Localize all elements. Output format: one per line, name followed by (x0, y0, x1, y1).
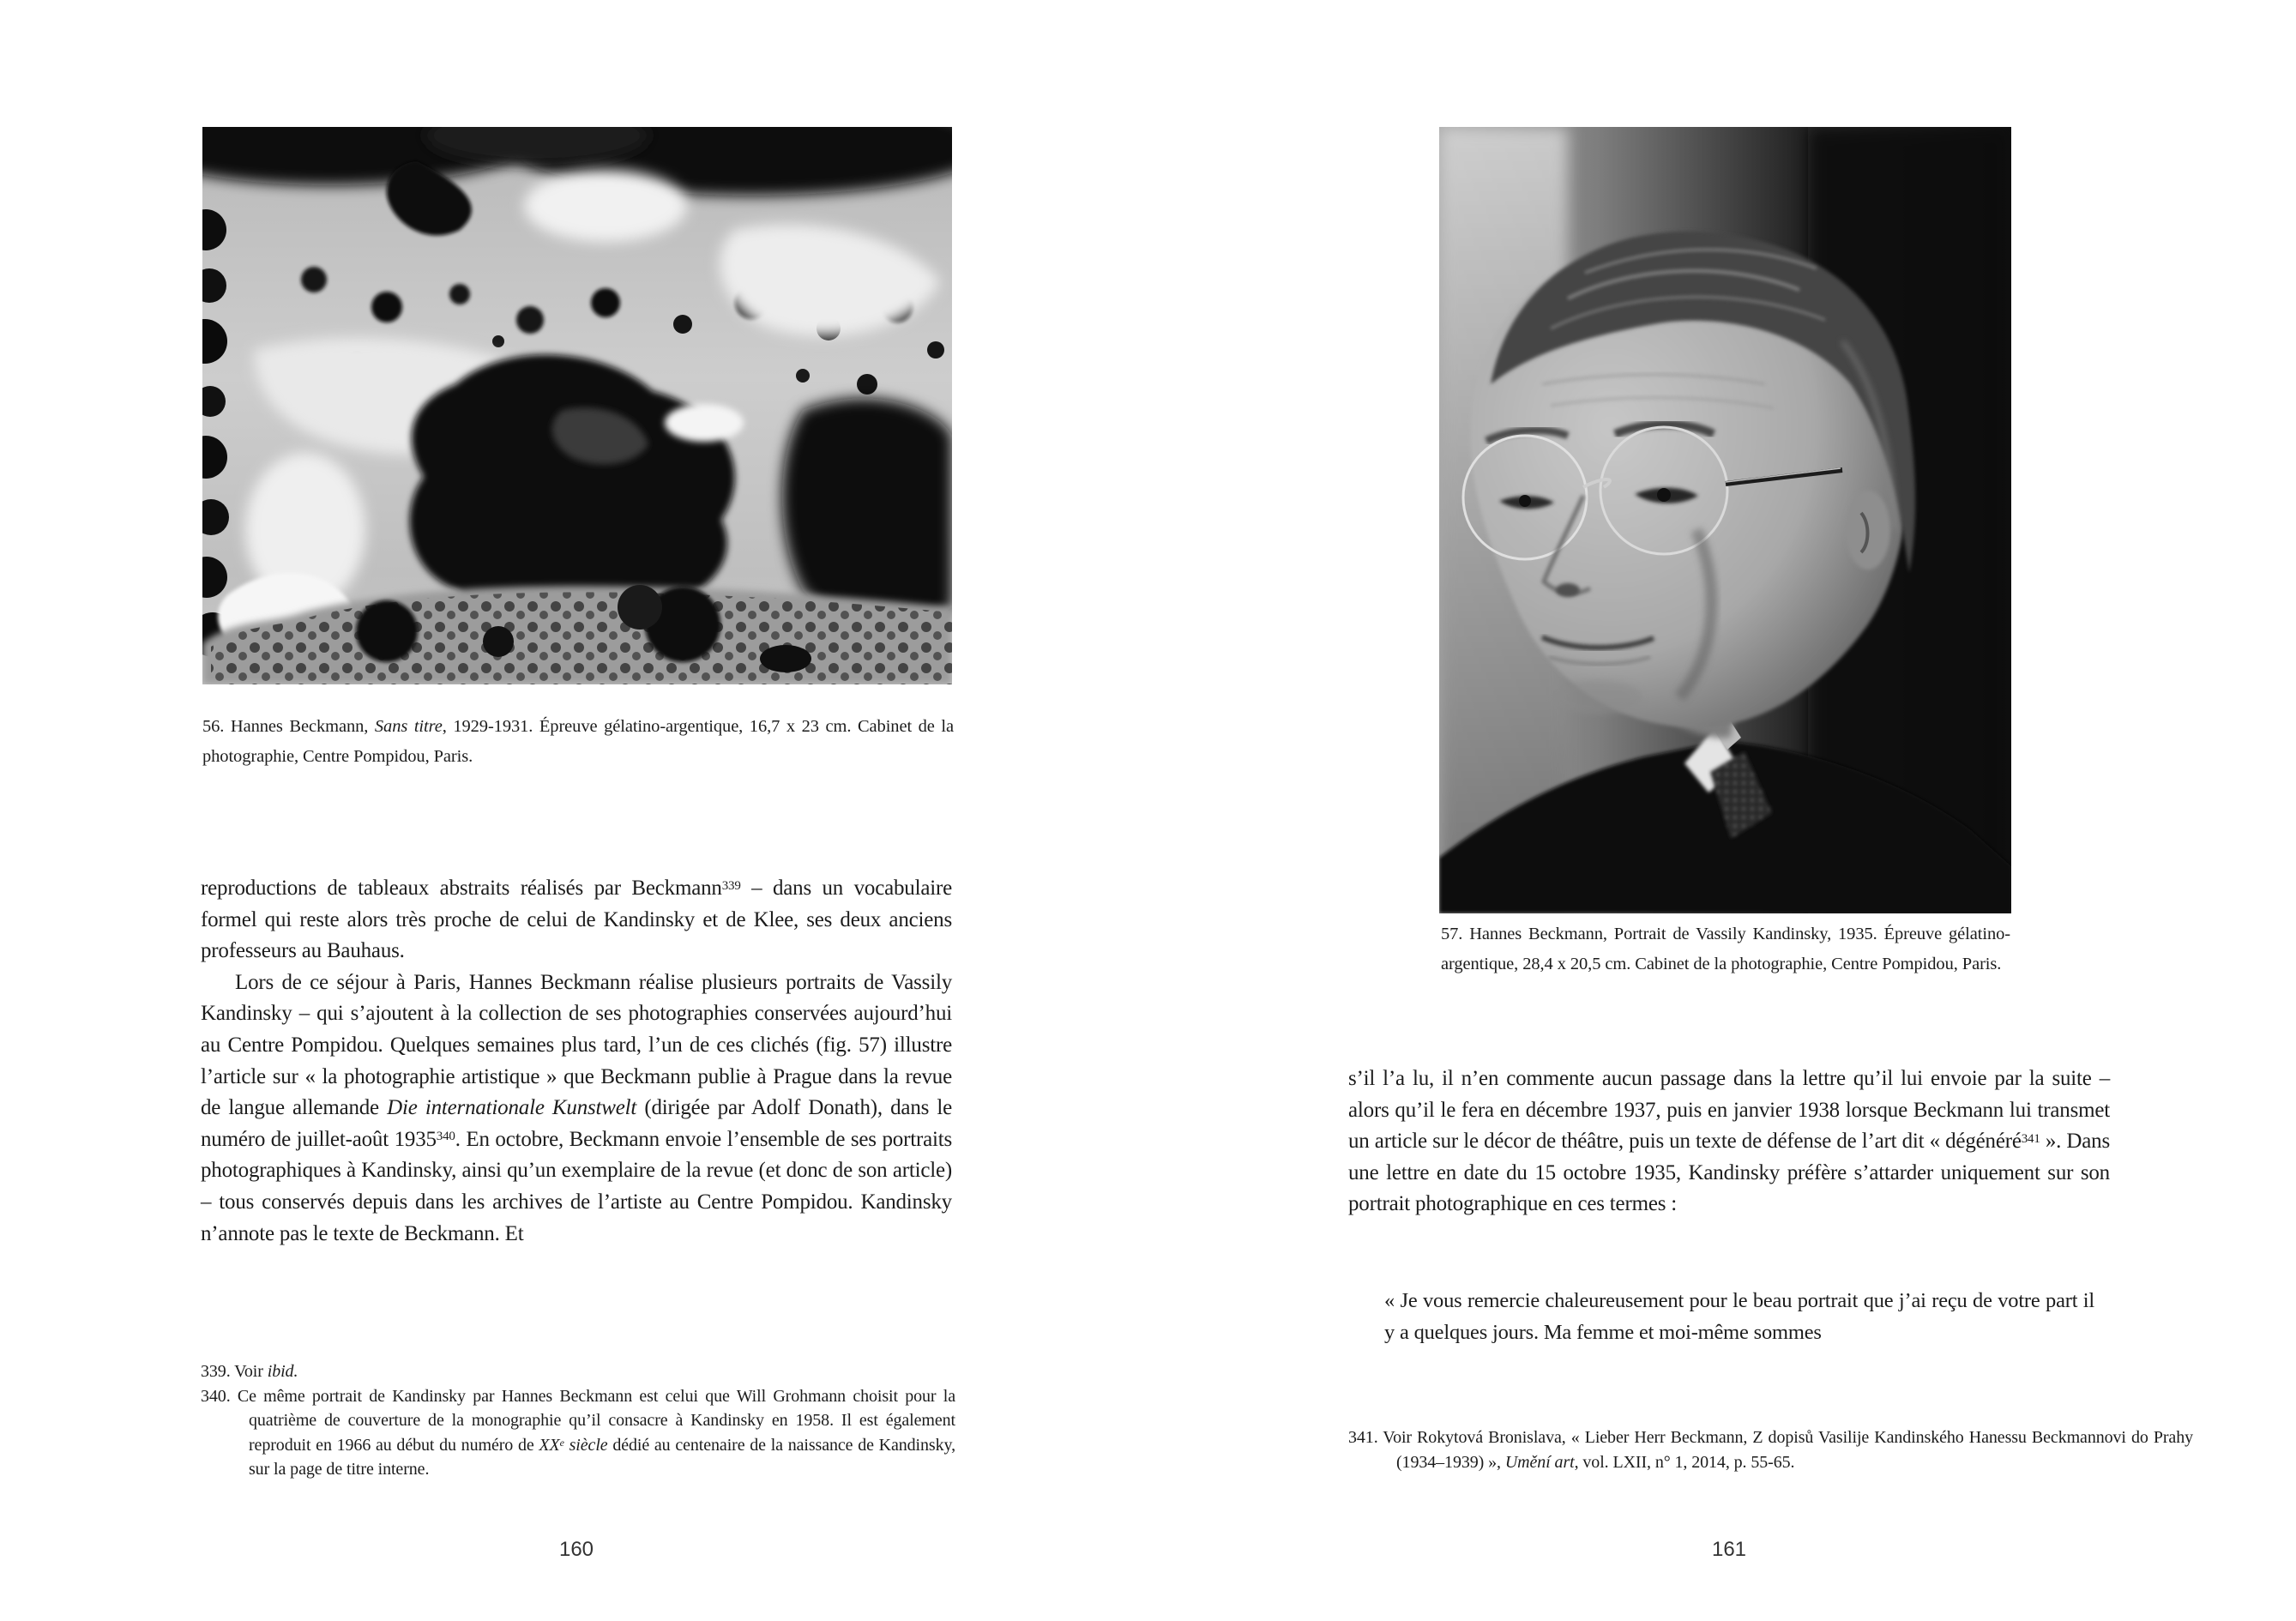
figure-56-image (202, 127, 952, 684)
footnote-340: 340. Ce même portrait de Kandinsky par Hannes Beckmann est celui que Will Grohmann choisit pour la quatrième de couverture de la monographie qu’il consacre à Kandinsky en 1958. Il est également reproduit en 1966 au début du numéro de XXe siècle dédié au centenaire de la naissance de Kandinsky, sur la page de titre interne. (201, 1386, 956, 1479)
left-footnotes (201, 1359, 955, 1482)
letter-quote: « Je vous remercie chaleureusement pour le beau portrait que j’ai reçu de votre part il y a quelques jours. Ma femme et moi-même sommes (1384, 1289, 2094, 1344)
right-paragraph-1: s’il l’a lu, il n’en commente aucun passage dans la lettre qu’il lui envoie par la suite – alors qu’il le fera en décembre 1937, puis en janvier 1938 lorsque Beckmann lui transmet un article sur le décor de théâtre, puis un texte de défense de l’art dit « dégénéré$^{341}$ ». Dans une lettre en date du 15 octobre 1935, Kandinsky préfère s’attarder uniquement sur son portrait photographique en ces termes : (1348, 1067, 2110, 1216)
figure-56-caption: 56. Hannes Beckmann, Sans titre, 1929-1931. Épreuve gélatino-argentique, 16,7 x 23 cm. Cabinet de la photographie, Centre Pompidou, Paris. (202, 717, 954, 766)
left-paragraph-2: Lors de ce séjour à Paris, Hannes Beckmann réalise plusieurs portraits de Vassily Kandinsky – qui s’ajoutent à la collection de ses photographies conservées aujourd’hui au Centre Pompidou. Quelques semaines plus tard, l’un de ces clichés (fig. 57) illustre l’article sur « la photographie artistique » que Beckmann publie à Prague dans la revue de langue allemande Die internationale Kunstwelt (dirigée par Adolf Donath), dans le numéro de juillet-août 1935$^{340}$. En octobre, Beckmann envoie l’ensemble de ses portraits photographiques à Kandinsky, ainsi qu’un exemplaire de la revue (et donc de son article) – tous conservés depuis dans les archives de l’artiste au Centre Pompidou. Kandinsky n’annote pas le texte de Beckmann. Et (201, 970, 952, 1245)
right-page-number: 161 (1711, 1538, 1747, 1561)
figure-56 (202, 127, 954, 766)
figure-57-caption: 57. Hannes Beckmann, Portrait de Vassily Kandinsky, 1935. Épreuve gélatino-argentique, 28,4 x 20,5 cm. Cabinet de la photographie, Centre Pompidou, Paris. (1441, 925, 2010, 973)
right-body-text (1348, 1064, 2110, 1220)
footnote-341: 341. Voir Rokytová Bronislava, « Lieber Herr Beckmann, Z dopisů Vasilije Kandinského Hanessu Beckmannovi do Prahy (1934–1939) », Umění art, vol. LXII, n° 1, 2014, p. 55-65. (1348, 1428, 2193, 1472)
figure-57-image (1439, 127, 2011, 913)
footnote-339: 339. Voir ibid. (201, 1362, 298, 1381)
left-page-number: 160 (558, 1538, 594, 1561)
right-footnotes (1348, 1425, 2193, 1474)
left-body-text (201, 873, 952, 1250)
figure-57 (1439, 127, 2011, 973)
left-paragraph-1: reproductions de tableaux abstraits réalisés par Beckmann$^{339}$ – dans un vocabulaire formel qui reste alors très proche de celui de Kandinsky et de Klee, ses deux anciens professeurs au Bauhaus. (201, 877, 952, 963)
